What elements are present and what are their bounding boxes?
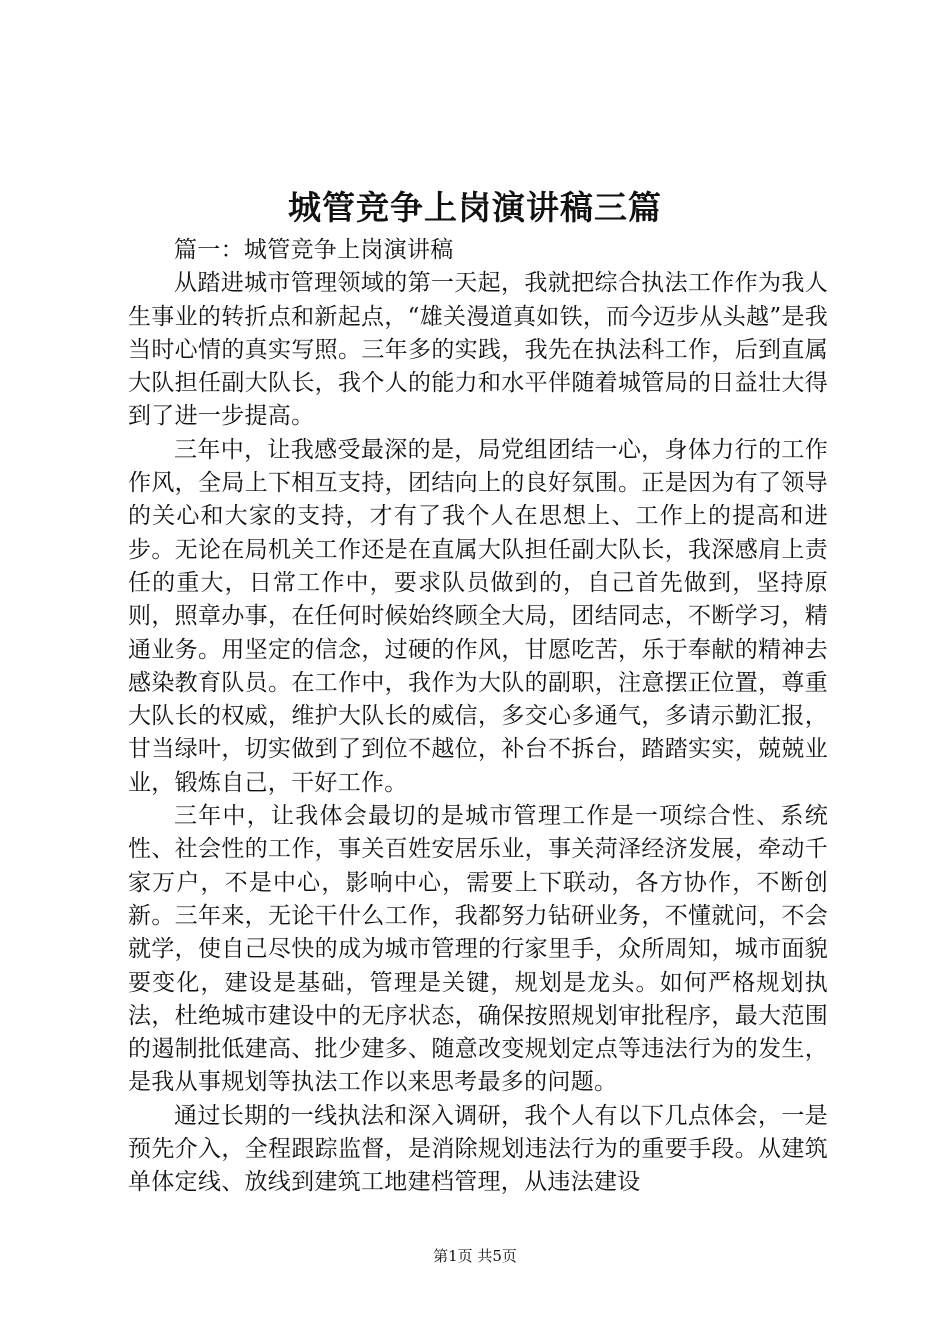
body-paragraph: 三年中，让我体会最切的是城市管理工作是一项综合性、系统性、社会性的工作，事关百姓安居乐业，事关菏泽经济发展，牵动千家万户，不是中心，影响中心，需要上下联动，各方协作，不断创新。三年来，无论干什么工作，我都努力钻研业务，不懂就问，不会就学，使自己尽快的成为城市管理的行家里手，众所周知，城市面貌要变化，建设是基础，管理是关键，规划是龙头。如何严格规划执法，杜绝城市建设中的无序状态，确保按照规划审批程序，最大范围的遏制批低建高、批少建多、随意改变规划定点等违法行为的发生，是我从事规划等执法工作以来思考最多的问题。	[128, 803, 828, 1096]
document-body	[128, 234, 828, 1200]
body-paragraph: 三年中，让我感受最深的是，局党组团结一心，身体力行的工作作风，全局上下相互支持，团结向上的良好氛围。正是因为有了领导的关心和大家的支持，才有了我个人在思想上、工作上的提高和进步。无论在局机关工作还是在直属大队担任副大队长，我深感肩上责任的重大，日常工作中，要求队员做到的，自己首先做到，坚持原则，照章办事，在任何时候始终顾全大局，团结同志，不断学习，精通业务。用坚定的信念，过硬的作风，甘愿吃苦，乐于奉献的精神去感染教育队员。在工作中，我作为大队的副职，注意摆正位置，尊重大队长的权威，维护大队长的威信，多交心多通气，多请示勤汇报，甘当绿叶，切实做到了到位不越位，补台不拆台，踏踏实实，兢兢业业，锻炼自己，干好工作。	[128, 436, 828, 796]
document-title: 城管竞争上岗演讲稿三篇	[288, 188, 662, 227]
body-paragraph: 从踏进城市管理领域的第一天起，我就把综合执法工作作为我人生事业的转折点和新起点，“雄关漫道真如铁，而今迈步从头越”是我当时心情的真实写照。三年多的实践，我先在执法科工作，后到直属大队担任副大队长，我个人的能力和水平伴随着城管局的日益壮大得到了进一步提高。	[128, 270, 828, 430]
section-heading: 篇一：城管竞争上岗演讲稿	[174, 237, 454, 263]
body-paragraph: 通过长期的一线执法和深入调研，我个人有以下几点体会，一是预先介入，全程跟踪监督，是消除规划违法行为的重要手段。从建筑单体定线、放线到建筑工地建档管理，从违法建设	[128, 1102, 828, 1196]
page-number-footer: 第1页 共5页	[433, 1247, 517, 1265]
